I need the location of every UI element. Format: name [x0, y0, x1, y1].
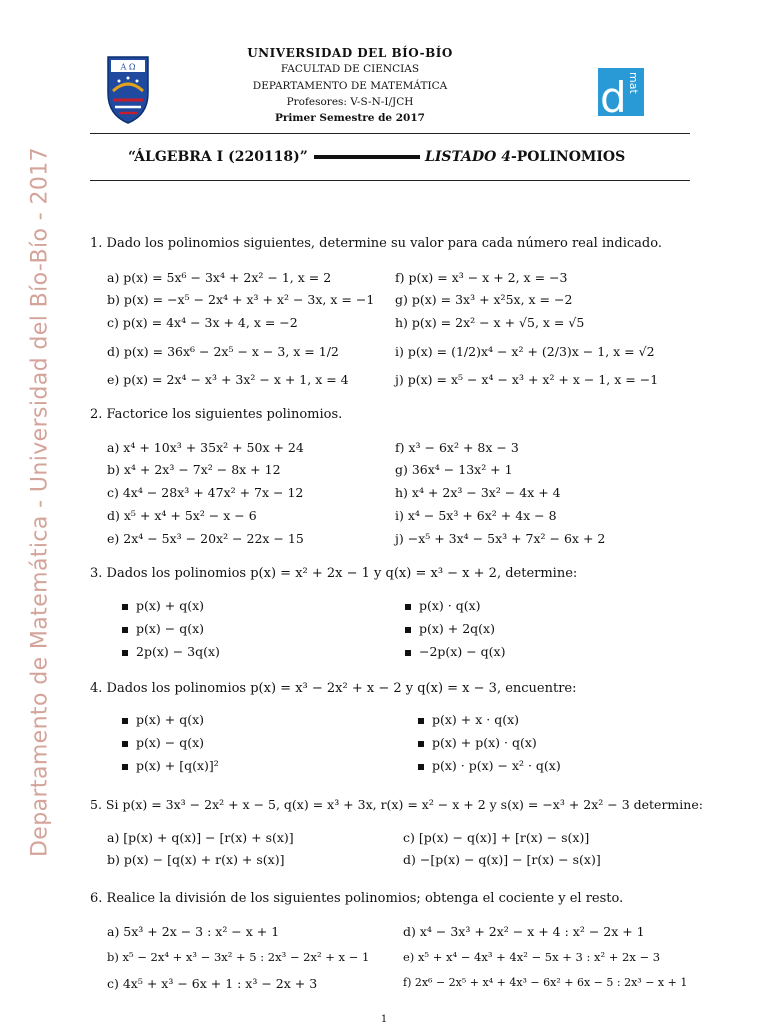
q5-item-c: c) [p(x) − q(x)] + [r(x) − s(x)] — [403, 830, 590, 845]
bullet-icon — [122, 650, 128, 656]
q1-item-d: d) p(x) = 36x⁶ − 2x⁵ − x − 3, x = 1/2 — [107, 344, 339, 359]
q1-item-i: i) p(x) = (1/2)x⁴ − x² + (2/3)x − 1, x = √2 — [395, 344, 655, 359]
bullet-icon — [122, 627, 128, 633]
q1-item-j: j) p(x) = x⁵ − x⁴ − x³ + x² + x − 1, x = −1 — [395, 372, 659, 387]
q1-item-e: e) p(x) = 2x⁴ − x³ + 3x² − x + 1, x = 4 — [107, 372, 349, 387]
q3-bullet-6: −2p(x) − q(x) — [405, 644, 505, 659]
department-name: DEPARTAMENTO DE MATEMÁTICA — [252, 79, 448, 92]
question-6-prompt: 6. Realice la división de los siguientes polinomios; obtenga el cociente y el resto. — [90, 891, 624, 906]
q3-bullet-1: p(x) + q(x) — [122, 598, 204, 613]
q1-item-a: a) p(x) = 5x⁶ − 3x⁴ + 2x² − 1, x = 2 — [107, 270, 332, 285]
bullet-icon — [122, 764, 128, 770]
q2-item-e: e) 2x⁴ − 5x³ − 20x² − 22x − 15 — [107, 531, 304, 546]
q6-item-e: e) x⁵ + x⁴ − 4x³ + 4x² − 5x + 3 : x² + 2x − 3 — [403, 950, 661, 964]
course-title: “ÁLGEBRA I (220118)” — [128, 149, 308, 165]
q6-item-d: d) x⁴ − 3x³ + 2x² − x + 4 : x² − 2x + 1 — [403, 924, 645, 939]
q2-item-d: d) x⁵ + x⁴ + 5x² − x − 6 — [107, 508, 257, 523]
q3-bullet-4: p(x) · q(x) — [405, 598, 481, 613]
q6-item-f: f) 2x⁶ − 2x⁵ + x⁴ + 4x³ − 6x² + 6x − 5 : 2x³ − x + 1 — [403, 976, 688, 989]
q2-item-j: j) −x⁵ + 3x⁴ − 5x³ + 7x² − 6x + 2 — [395, 531, 606, 546]
bullet-icon — [405, 650, 411, 656]
q1-item-f: f) p(x) = x³ − x + 2, x = −3 — [395, 270, 568, 285]
bullet-icon — [405, 604, 411, 610]
q1-item-c: c) p(x) = 4x⁴ − 3x + 4, x = −2 — [107, 315, 298, 330]
q2-item-h: h) x⁴ + 2x³ − 3x² − 4x + 4 — [395, 485, 561, 500]
q4-bullet-2: p(x) − q(x) — [122, 735, 204, 750]
q6-item-b: b) x⁵ − 2x⁴ + x³ − 3x² + 5 : 2x³ − 2x² + x − 1 — [107, 950, 370, 964]
question-4-prompt: 4. Dados los polinomios p(x) = x³ − 2x² + x − 2 y q(x) = x − 3, encuentre: — [90, 681, 577, 696]
svg-text:mat: mat — [627, 72, 640, 94]
svg-text:d: d — [600, 73, 627, 116]
faculty-name: FACULTAD DE CIENCIAS — [280, 63, 420, 76]
university-name: UNIVERSIDAD DEL BÍO-BÍO — [247, 46, 453, 60]
q5-item-a: a) [p(x) + q(x)] − [r(x) + s(x)] — [107, 830, 294, 845]
svg-text:A Ω: A Ω — [120, 62, 136, 72]
page-number: 1 — [380, 1014, 388, 1025]
q6-item-c: c) 4x⁵ + x³ − 6x + 1 : x³ − 2x + 3 — [107, 976, 318, 991]
bullet-icon — [405, 627, 411, 633]
q2-item-i: i) x⁴ − 5x³ + 6x² + 4x − 8 — [395, 508, 557, 523]
q2-item-a: a) x⁴ + 10x³ + 35x² + 50x + 24 — [107, 440, 304, 455]
listado-prefix: LISTADO 4 — [425, 149, 511, 165]
bullet-icon — [122, 741, 128, 747]
semester-line: Primer Semestre de 2017 — [275, 112, 425, 125]
q4-bullet-1: p(x) + q(x) — [122, 712, 204, 727]
bullet-icon — [122, 718, 128, 724]
sidebar-watermark: Departamento de Matemática - Universidad del Bío-Bío - 2017 — [27, 146, 53, 858]
q5-item-d: d) −[p(x) − q(x)] − [r(x) − s(x)] — [403, 852, 601, 867]
q3-bullet-3: 2p(x) − 3q(x) — [122, 644, 220, 659]
question-2-prompt: 2. Factorice los siguientes polinomios. — [90, 407, 343, 422]
q6-item-a: a) 5x³ + 2x − 3 : x² − x + 1 — [107, 924, 280, 939]
q4-bullet-3: p(x) + [q(x)]² — [122, 758, 219, 773]
bullet-icon — [122, 604, 128, 610]
question-1-prompt: 1. Dado los polinomios siguientes, determine su valor para cada número real indicado. — [90, 236, 662, 251]
q2-item-g: g) 36x⁴ − 13x² + 1 — [395, 462, 513, 477]
q4-bullet-5: p(x) + p(x) · q(x) — [418, 735, 537, 750]
q1-item-b: b) p(x) = −x⁵ − 2x⁴ + x³ + x² − 3x, x = −1 — [107, 292, 375, 307]
bullet-icon — [418, 718, 424, 724]
q1-item-h: h) p(x) = 2x² − x + √5, x = √5 — [395, 315, 585, 330]
listado-suffix: -POLINOMIOS — [510, 149, 626, 165]
q4-bullet-4: p(x) + x · q(x) — [418, 712, 519, 727]
question-5-prompt: 5. Si p(x) = 3x³ − 2x² + x − 5, q(x) = x³ + 3x, r(x) = x² − x + 2 y s(x) = −x³ + 2x² − 3 determine: — [90, 797, 703, 812]
bullet-icon — [418, 764, 424, 770]
professors-line: Profesores: V-S-N-I/JCH — [286, 95, 414, 108]
q2-item-f: f) x³ − 6x² + 8x − 3 — [395, 440, 519, 455]
q4-bullet-6: p(x) · p(x) − x² · q(x) — [418, 758, 561, 773]
bullet-icon — [418, 741, 424, 747]
q1-item-g: g) p(x) = 3x³ + x²5x, x = −2 — [395, 292, 573, 307]
q2-item-b: b) x⁴ + 2x³ − 7x² − 8x + 12 — [107, 462, 281, 477]
q5-item-b: b) p(x) − [q(x) + r(x) + s(x)] — [107, 852, 285, 867]
q3-bullet-5: p(x) + 2q(x) — [405, 621, 495, 636]
question-3-prompt: 3. Dados los polinomios p(x) = x² + 2x − 1 y q(x) = x³ − x + 2, determine: — [90, 566, 578, 581]
q2-item-c: c) 4x⁴ − 28x³ + 47x² + 7x − 12 — [107, 485, 304, 500]
q3-bullet-2: p(x) − q(x) — [122, 621, 204, 636]
